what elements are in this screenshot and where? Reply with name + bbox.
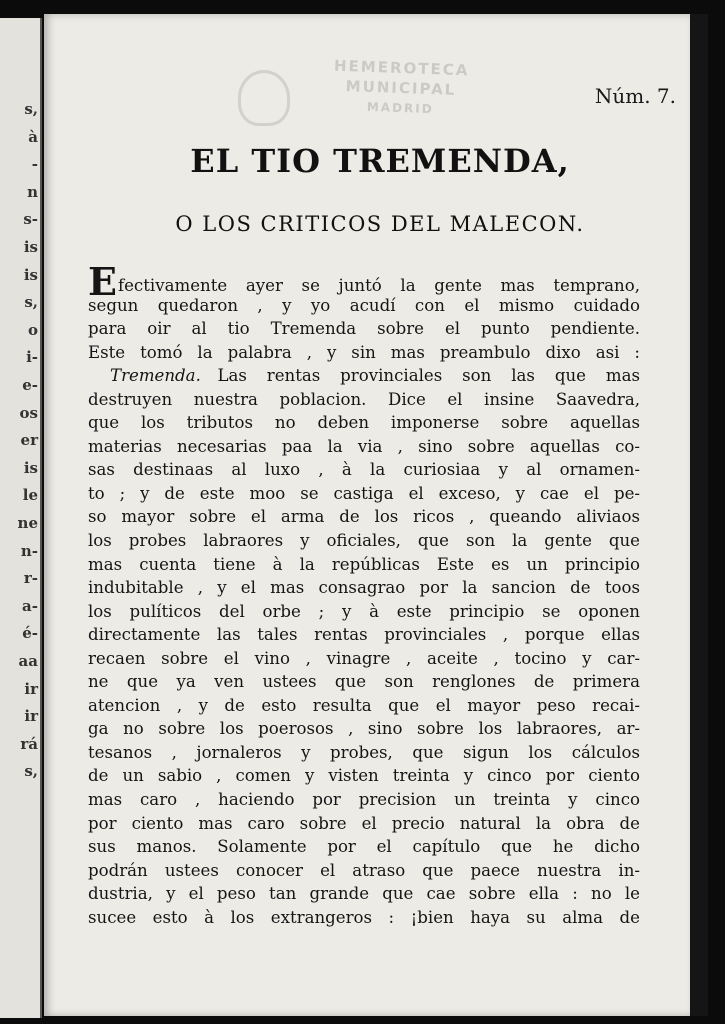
page-number: Núm. 7. bbox=[594, 84, 676, 108]
left-page-fragment: s, bbox=[24, 762, 38, 781]
library-stamp bbox=[305, 55, 497, 122]
left-page-fragment: s, bbox=[24, 100, 38, 118]
body-line: sus manos. Solamente por el capítulo que he dicho bbox=[88, 837, 640, 857]
body-line: para oir al tio Tremenda sobre el punto pendiente. bbox=[88, 319, 640, 339]
left-page-fragment: s- bbox=[23, 210, 38, 229]
left-page-fragment: er bbox=[20, 431, 38, 450]
body-line: los pulíticos del orbe ; y à este principio se oponen bbox=[88, 601, 640, 621]
left-page-fragment: is bbox=[23, 238, 38, 256]
body-line: mas caro , haciendo por precision un treinta y cinco bbox=[88, 790, 640, 810]
stamp-line-1: HEMEROTECA bbox=[333, 56, 470, 80]
book-page bbox=[44, 14, 690, 1016]
body-line-text: Las rentas provinciales son las que mas bbox=[217, 366, 640, 386]
body-line: segun quedaron , y yo acudí con el mismo cuidado bbox=[88, 295, 640, 315]
left-page-fragment: s, bbox=[24, 293, 38, 312]
body-line: ne que ya ven ustees que son renglones de primera bbox=[88, 672, 640, 692]
left-page-fragment: a- bbox=[22, 596, 38, 615]
left-page-edge bbox=[0, 18, 42, 1018]
body-line: sucee esto à los extrangeros : ¡bien haya su alma de bbox=[88, 907, 640, 927]
left-page-fragment: ne bbox=[17, 514, 38, 532]
left-page-fragment: à bbox=[28, 127, 38, 146]
body-line bbox=[88, 364, 640, 388]
speaker-name: Tremenda. bbox=[110, 366, 201, 386]
left-page-fragment: ir bbox=[24, 679, 38, 698]
body-line: recaen sobre el vino , vinagre , aceite , tocino y car- bbox=[88, 648, 640, 668]
body-line-text: fectivamente ayer se juntó la gente mas temprano, bbox=[117, 276, 640, 295]
left-page-fragment: i- bbox=[26, 348, 38, 367]
body-line: dustria, y el peso tan grande que cae sobre ella : no le bbox=[88, 884, 640, 904]
body-line: mas cuenta tiene à la repúblicas Este es un principio bbox=[88, 554, 640, 574]
left-page-fragment: n- bbox=[20, 541, 38, 560]
body-line: atencion , y de esto resulta que el mayor peso recai- bbox=[88, 695, 640, 715]
left-page-fragment: is bbox=[23, 265, 38, 284]
left-page-fragment: is bbox=[23, 458, 38, 477]
page-subtitle: O LOS CRITICOS DEL MALECON. bbox=[175, 212, 585, 236]
body-line: Este tomó la palabra , y sin mas preambulo dixo asi : bbox=[88, 342, 640, 362]
left-page-fragment: le bbox=[22, 486, 38, 505]
left-page-fragment: o bbox=[27, 320, 38, 339]
body-line bbox=[88, 259, 640, 304]
left-page-fragment: aa bbox=[18, 652, 38, 670]
body-line: sas destinaas al luxo , à la curiosiaa y al ornamen- bbox=[88, 460, 640, 480]
body-line: indubitable , y el mas consagrao por la sancion de toos bbox=[88, 578, 640, 598]
body-line: destruyen nuestra poblacion. Dice el insine Saavedra, bbox=[88, 389, 640, 409]
left-page-fragment: os bbox=[19, 403, 38, 422]
left-page-fragment: n bbox=[27, 182, 38, 201]
stamp-crest-icon bbox=[238, 70, 290, 126]
left-page-fragment: rá bbox=[20, 734, 38, 753]
body-line: ga no sobre los poerosos , sino sobre los labraores, ar- bbox=[88, 719, 640, 739]
body-line: so mayor sobre el arma de los ricos , queando aliviaos bbox=[88, 507, 640, 527]
body-line: que los tributos no deben imponerse sobre aquellas bbox=[88, 413, 640, 433]
left-page-fragment: - bbox=[31, 155, 38, 174]
body-line: los probes labraores y oficiales, que son la gente que bbox=[88, 531, 640, 551]
left-page-fragment: e- bbox=[22, 376, 38, 394]
body-text bbox=[88, 259, 640, 929]
left-page-fragment: r- bbox=[23, 569, 38, 588]
body-line: materias necesarias paa la via , sino sobre aquellas co- bbox=[88, 436, 640, 456]
body-line: podrán ustees conocer el atraso que paece nuestra in- bbox=[88, 860, 640, 880]
left-page-fragment: ir bbox=[24, 707, 38, 726]
body-line: directamente las tales rentas provinciales , porque ellas bbox=[88, 625, 640, 645]
body-line: tesanos , jornaleros y probes, que sigun los cálculos bbox=[88, 742, 640, 762]
drop-cap: E bbox=[88, 259, 117, 304]
stamp-line-3: MADRID bbox=[366, 99, 434, 117]
right-page-edge bbox=[690, 14, 708, 1016]
body-line: to ; y de este moo se castiga el exceso, y cae el pe- bbox=[88, 483, 640, 503]
page-title: EL TIO TREMENDA, bbox=[190, 142, 570, 180]
body-line: de un sabio , comen y visten treinta y cinco por ciento bbox=[88, 766, 640, 786]
body-line: por ciento mas caro sobre el precio natural la obra de bbox=[88, 813, 640, 833]
stamp-line-2: MUNICIPAL bbox=[345, 77, 457, 99]
left-page-fragment: é- bbox=[22, 624, 38, 643]
